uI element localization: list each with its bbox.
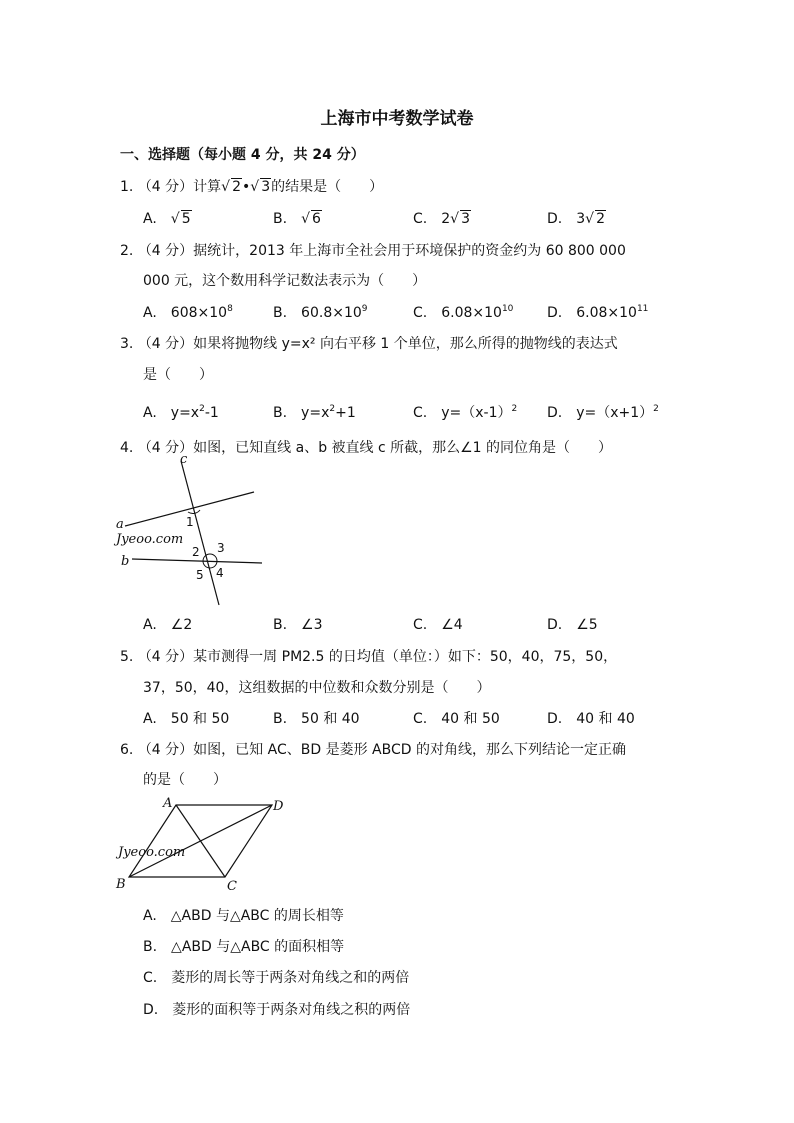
watermark: Jyeoo.com: [118, 845, 186, 860]
question-3: 3. （4 分）如果将抛物线 y=x² 向右平移 1 个单位，那么所得的抛物线的表达式: [120, 336, 618, 352]
question-5-line-2: 37，50，40，这组数据的中位数和众数分别是（ ）: [143, 680, 491, 696]
line-c: [181, 461, 219, 605]
label-b: b: [121, 554, 130, 569]
angle-label-3: 3: [217, 541, 225, 555]
q3-option-a: A. $y=x^2-1$: [143, 404, 219, 421]
q3-option-c: C. $y=(x-1)^2$: [413, 404, 518, 421]
page-title: 上海市中考数学试卷: [320, 109, 474, 129]
q5-option-c: C. 40 和 50: [413, 711, 500, 727]
vertex-a: A: [163, 796, 173, 811]
question-1-score: （4 分）: [137, 179, 194, 195]
q4-option-b: B. ∠3: [273, 617, 323, 633]
q6-option-c: C. 菱形的周长等于两条对角线之和的两倍: [143, 970, 410, 986]
vertex-b: B: [116, 877, 126, 892]
figure-rhombus: [110, 793, 295, 895]
q1-option-d: D. 3√ 2: [547, 211, 605, 227]
vertex-c: C: [227, 879, 237, 894]
q6-option-a: A. △ABD 与△ABC 的周长相等: [143, 908, 344, 924]
question-2: 2. （4 分）据统计，2013 年上海市全社会用于环境保护的资金约为 60 800 000: [120, 243, 626, 259]
q5-option-d: D. 40 和 40: [547, 711, 635, 727]
question-3-line-2: 是（ ）: [143, 367, 213, 383]
q4-option-d: D. ∠5: [547, 617, 598, 633]
question-1-dot: •: [242, 179, 251, 195]
q2-option-c: C. $6.08\times 10^{10}$: [413, 304, 514, 321]
angle-label-5: 5: [196, 568, 204, 582]
question-6-line-2: 的是（ ）: [143, 772, 227, 788]
q3-option-b: B. $y=x^2+1$: [273, 404, 356, 421]
angle-label-2: 2: [192, 545, 200, 559]
angle-label-1: 1: [186, 515, 194, 529]
question-5: 5. （4 分）某市测得一周 PM2.5 的日均值（单位：）如下：50，40，75，50，: [120, 649, 618, 665]
q1-option-c: C. 2√ 3: [413, 211, 470, 227]
label-a: a: [116, 517, 124, 532]
q2-option-d: D. $6.08\times 10^{11}$: [547, 304, 649, 321]
q5-option-a: A. 50 和 50: [143, 711, 230, 727]
diagonal-bd: [129, 805, 272, 877]
question-1: [120, 176, 383, 196]
figure-parallel-lines: [110, 455, 275, 610]
q4-option-a: A. ∠2: [143, 617, 193, 633]
q6-option-d: D. 菱形的面积等于两条对角线之积的两倍: [143, 1002, 411, 1018]
angle-label-4: 4: [216, 566, 224, 580]
q3-option-d: D. $y=(x+1)^2$: [547, 404, 659, 421]
question-2-line-2: 000 元，这个数用科学记数法表示为（ ）: [143, 273, 427, 289]
q5-option-b: B. 50 和 40: [273, 711, 360, 727]
q1-option-b: B. √ 6: [273, 211, 321, 227]
section-heading: 一、选择题（每小题 4 分，共 24 分）: [120, 147, 365, 163]
question-1-number: 1.: [120, 179, 134, 195]
question-4: 4. （4 分）如图，已知直线 a、b 被直线 c 所截，那么∠1 的同位角是（ ）: [120, 440, 613, 456]
sqrt-3: √ 3: [250, 179, 271, 195]
question-1-pre: 计算: [193, 179, 222, 195]
sqrt-2: √ 2: [221, 179, 242, 195]
q2-option-b: B. $60.8\times 10^9$: [273, 304, 368, 321]
q2-option-a: A. $608\times 10^8$: [143, 304, 233, 321]
vertex-d: D: [273, 799, 284, 814]
question-6: 6. （4 分）如图，已知 AC、BD 是菱形 ABCD 的对角线，那么下列结论一定正确: [120, 742, 626, 758]
label-c: c: [180, 455, 188, 467]
watermark: Jyeoo.com: [116, 532, 184, 547]
q6-option-b: B. △ABD 与△ABC 的面积相等: [143, 939, 345, 955]
q4-option-c: C. ∠4: [413, 617, 463, 633]
q1-option-a: A. √ 5: [143, 211, 191, 227]
question-1-post: 的结果是（ ）: [271, 179, 384, 195]
line-b: [132, 559, 262, 563]
